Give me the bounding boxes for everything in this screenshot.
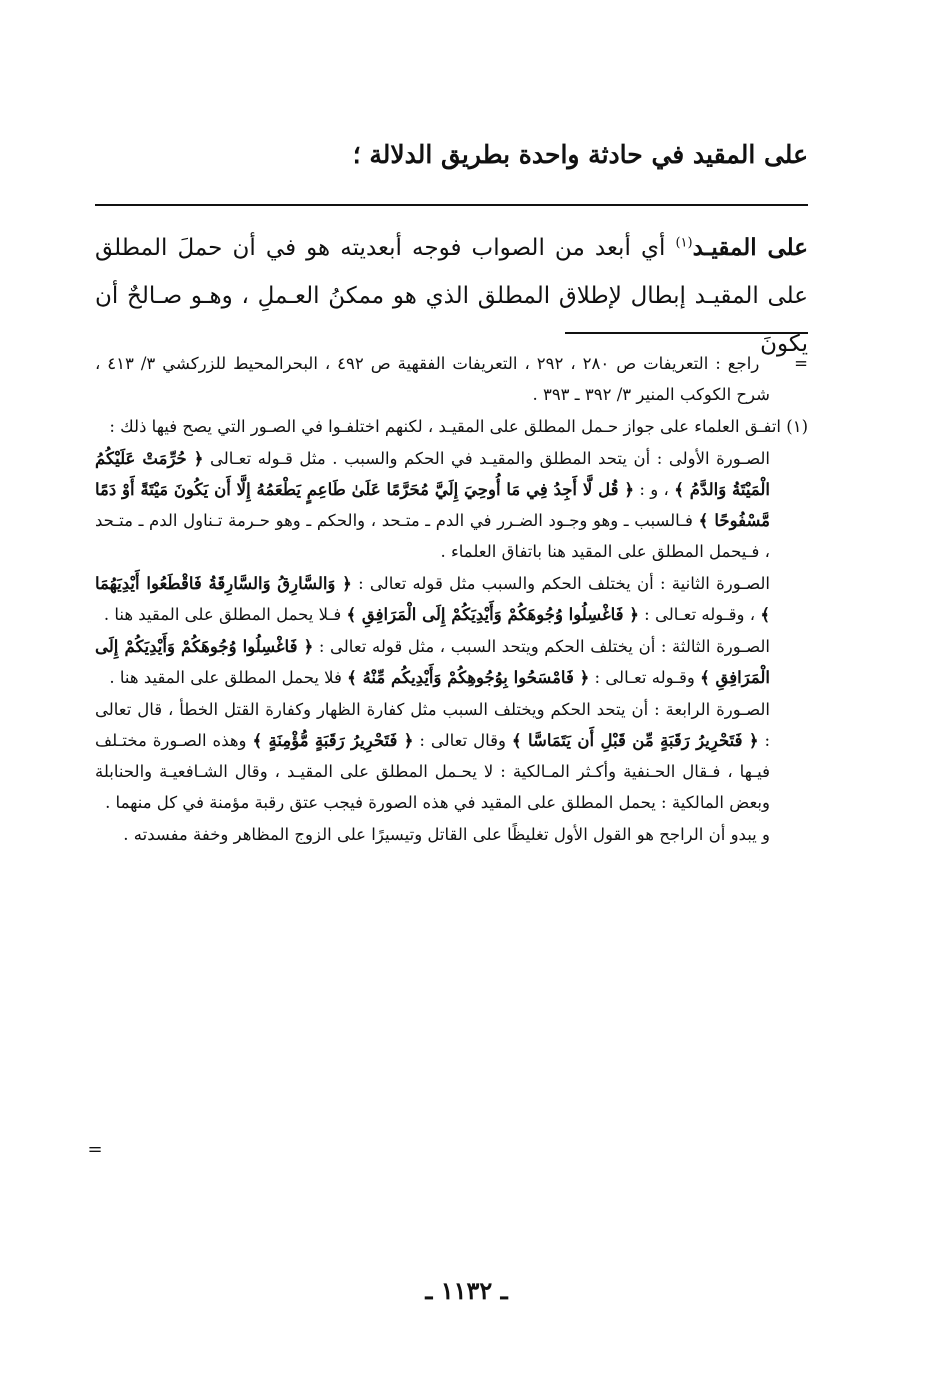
form-2-paragraph [95, 568, 808, 630]
form-4-rest: وهذه الصـورة مختـلف فيـها ، فـقال الحـنفية وأكـثر المـالكية : لا يحـمل المطلق على المقيـد ، وقال الشـافعيـة والحنابلة وبعض المالكية : يحمل المطلق على المقيد في هذه الصورة فيجب عتق رقبة مؤمنة في كل منهما . [95, 731, 770, 812]
conclusion-paragraph [95, 819, 808, 850]
continuation-header-line: على المقيد في حادثة واحدة بطريق الدلالة ؛ [352, 140, 808, 169]
form-3-rest: فلا يحمل المطلق على المقيد هنا . [109, 668, 342, 687]
form-3-verse-1: ﴿ فَاغْسِلُوا وُجُوهَكُمْ وَأَيْدِيَكُمْ إِلَى الْمَرَافِقِ ﴾ [95, 637, 770, 687]
form-1-paragraph [95, 443, 808, 567]
form-4-paragraph [95, 694, 808, 818]
footnote-1-number: (١) [786, 417, 808, 436]
footnotes-block [95, 348, 808, 851]
continuation-sources-text [759, 354, 794, 373]
form-3-connector: وقـوله تعـالى : [594, 668, 695, 687]
form-4-verse-2: ﴿ فَتَحْرِيرُ رَقَبَةٍ مُّؤْمِنَةٍ ﴾ [252, 731, 414, 750]
form-3-paragraph [95, 631, 808, 693]
page-number: ـ ١١٣٢ ـ [425, 1276, 508, 1305]
conclusion-text: و يبدو أن الراجح هو القول الأول تغليظًا على القاتل وتيسيرًا على الزوج المظاهر وخفة مفسدته . [123, 825, 770, 844]
footnote-1 [95, 411, 808, 442]
form-2-verse-1: ﴿ وَالسَّارِقُ وَالسَّارِقَةُ فَاقْطَعُوا أَيْدِيَهُمَا ﴾ [95, 574, 770, 624]
top-divider-rule [95, 204, 808, 206]
form-1-verse-2: ﴿ قُل لَّا أَجِدُ فِي مَا أُوحِيَ إِلَيَّ مُحَرَّمًا عَلَىٰ طَاعِمٍ يَطْعَمُهُ إِلَّا أَن يَكُونَ مَيْتَةً أَوْ دَمًا مَّسْفُوحًا ﴾ [95, 480, 770, 530]
form-1-verse-1: ﴿ حُرِّمَتْ عَلَيْكُمُ الْمَيْتَةُ وَالدَّمُ ﴾ [95, 449, 770, 499]
form-1-intro: الصـورة الأولى : أن يتحد المطلق والمقيـد في الحكم والسبب . مثل قـوله تعـالى [210, 449, 770, 468]
form-4-verse-1: ﴿ فَتَحْرِيرُ رَقَبَةٍ مِّن قَبْلِ أَن يَتَمَاسَّا ﴾ [511, 731, 759, 750]
form-2-rest: فـلا يحمل المطلق على المقيد هنا . [103, 605, 342, 624]
footnote-continues-mark: = [87, 1139, 103, 1160]
form-1-connector: ، و : [639, 480, 669, 499]
footnote-reference-1[interactable]: (١) [675, 235, 693, 251]
form-3-intro: الصـورة الثالثة : أن يختلف الحكم ويتحد السبب ، مثل قوله تعالى : [318, 637, 771, 656]
continuation-mark: = [794, 354, 808, 373]
form-3-verse-2: ﴿ فَامْسَحُوا بِوُجُوهِكُمْ وَأَيْدِيكُم مِّنْهُ ﴾ [347, 668, 590, 687]
form-1-rest: فـالسبب ـ وهو وجـود الضـرر في الدم ـ متـحد ، والحكم ـ وهو حـرمة تـناول الدم ـ متـحد ، فـيحمل المطلق على المقيد هنا باتفاق العلماء . [95, 511, 770, 561]
main-body-text [95, 224, 808, 368]
form-2-verse-2: ﴿ فَاغْسِلُوا وُجُوهَكُمْ وَأَيْدِيَكُمْ إِلَى الْمَرَافِقِ ﴾ [346, 605, 639, 624]
continuation-sources: راجع : التعريفات ص ٢٨٠ ، ٢٩٢ ، التعريفات الفقهية ص ٤٩٢ ، البحرالمحيط للزركشي ٣/ ٤١٣ ، شرح الكوكب المنير ٣/ ٣٩٢ ـ ٣٩٣ . [95, 354, 770, 404]
form-2-connector: ، وقـوله تعـالى : [644, 605, 756, 624]
form-2-intro: الصـورة الثانية : أن يختلف الحكم والسبب مثل قوله تعالى : [358, 574, 770, 593]
footnote-separator-rule [565, 332, 808, 334]
main-lead-phrase: على المقيـد [692, 234, 808, 261]
form-4-connector: وقال تعالى : [419, 731, 506, 750]
form-4-intro: الصـورة الرابعة : أن يتحد الحكم ويختلف السبب مثل كفارة الظهار وكفارة القتل الخطأ ، قال تعالى : [95, 700, 771, 750]
footnote-continuation [95, 348, 808, 410]
main-body-sentence: أي أبعد من الصواب فوجه أبعديته هو في أن حملَ المطلق على المقيـد إبطال لإطلاق المطلق الذي هو ممكنُ العـملِ ، وهـو صـالحٌ أن يكونَ [95, 235, 808, 357]
footnote-1-text: اتفـق العلماء على جواز حـمل المطلق على المقيـد ، لكنهم اختلفـوا في الصـور التي يصح فيها ذلك : [109, 417, 781, 436]
